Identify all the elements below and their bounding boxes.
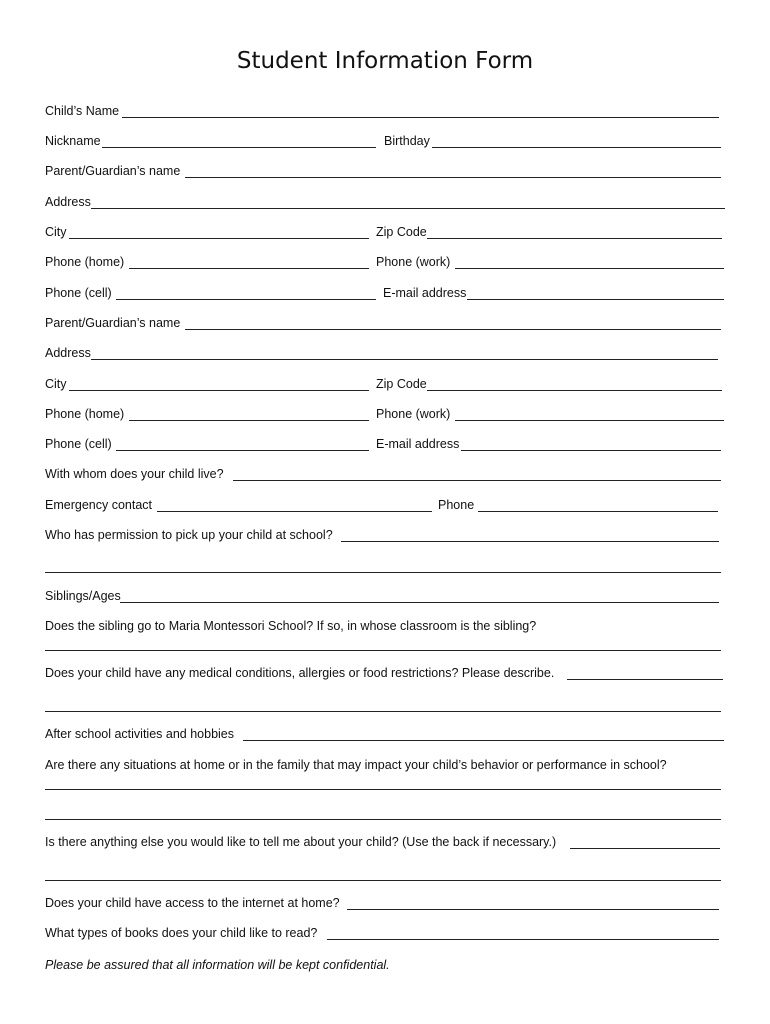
siblings-row <box>45 589 725 605</box>
parent1-name-label: Parent/Guardian’s name <box>45 164 181 178</box>
sibling-school-row <box>45 619 725 635</box>
books-label: What types of books does your child like to read? <box>45 926 318 940</box>
phone-cell1-label: Phone (cell) <box>45 286 112 300</box>
email2-field[interactable] <box>461 450 721 451</box>
internet-row <box>45 896 725 912</box>
siblings-label: Siblings/Ages <box>45 589 121 603</box>
phone-cell2-field[interactable] <box>116 450 369 451</box>
city1-field[interactable] <box>69 238 369 239</box>
anything-else-field-line-2[interactable] <box>45 880 721 881</box>
emergency-phone-label: Phone <box>438 498 475 512</box>
zip1-field[interactable] <box>427 238 722 239</box>
books-field[interactable] <box>327 939 719 940</box>
zip1-label: Zip Code <box>376 225 427 239</box>
lives-with-field[interactable] <box>233 480 721 481</box>
medical-field-line-2[interactable] <box>45 711 721 712</box>
anything-else-field[interactable] <box>570 848 720 849</box>
internet-field[interactable] <box>347 909 719 910</box>
phone-work1-field[interactable] <box>455 268 724 269</box>
emergency-row <box>45 498 725 514</box>
activities-field[interactable] <box>243 740 724 741</box>
siblings-field[interactable] <box>120 602 719 603</box>
situations-field[interactable] <box>45 789 721 790</box>
sibling-school-label: Does the sibling go to Maria Montessori School? If so, in whose classroom is the sibling? <box>45 619 537 633</box>
activities-row <box>45 727 725 743</box>
parent1-name-row <box>45 164 725 180</box>
city1-row <box>45 225 725 241</box>
sibling-school-field[interactable] <box>45 650 721 651</box>
nickname-label: Nickname <box>45 134 101 148</box>
parent1-name-field[interactable] <box>185 177 721 178</box>
emergency-contact-field[interactable] <box>157 511 432 512</box>
nickname-field[interactable] <box>102 147 376 148</box>
zip2-label: Zip Code <box>376 377 427 391</box>
lives-with-label: With whom does your child live? <box>45 467 224 481</box>
address2-label: Address <box>45 346 91 360</box>
child-name-label: Child’s Name <box>45 104 120 118</box>
anything-else-label: Is there anything else you would like to tell me about your child? (Use the back if necessary.) <box>45 835 557 849</box>
address1-row <box>45 195 725 211</box>
activities-label: After school activities and hobbies <box>45 727 234 741</box>
emergency-phone-field[interactable] <box>478 511 718 512</box>
email2-label: E-mail address <box>376 437 460 451</box>
child-name-row <box>45 104 725 120</box>
city2-row <box>45 377 725 393</box>
phone-home2-label: Phone (home) <box>45 407 125 421</box>
city2-label: City <box>45 377 67 391</box>
city2-field[interactable] <box>69 390 369 391</box>
medical-row <box>45 666 725 682</box>
phone2-row <box>45 407 725 423</box>
phone-home2-field[interactable] <box>129 420 369 421</box>
address2-field[interactable] <box>91 359 718 360</box>
email1-label: E-mail address <box>383 286 467 300</box>
address2-row <box>45 346 725 362</box>
cell1-row <box>45 286 725 302</box>
parent2-name-label: Parent/Guardian’s name <box>45 316 181 330</box>
child-name-field[interactable] <box>122 117 719 118</box>
phone-work1-label: Phone (work) <box>376 255 451 269</box>
situations-row <box>45 758 725 774</box>
phone-home1-field[interactable] <box>129 268 369 269</box>
situations-field-line-2[interactable] <box>45 819 721 820</box>
phone-work2-field[interactable] <box>455 420 724 421</box>
form-title: Student Information Form <box>236 48 534 74</box>
internet-label: Does your child have access to the internet at home? <box>45 896 340 910</box>
phone-cell2-label: Phone (cell) <box>45 437 112 451</box>
parent2-name-row <box>45 316 725 332</box>
phone1-row <box>45 255 725 271</box>
parent2-name-field[interactable] <box>185 329 721 330</box>
zip2-field[interactable] <box>427 390 722 391</box>
books-row <box>45 926 725 942</box>
address1-field[interactable] <box>91 208 725 209</box>
pickup-label: Who has permission to pick up your child at school? <box>45 528 333 542</box>
pickup-row <box>45 528 725 544</box>
birthday-field[interactable] <box>432 147 721 148</box>
pickup-field[interactable] <box>341 541 719 542</box>
lives-with-row <box>45 467 725 483</box>
phone-cell1-field[interactable] <box>116 299 376 300</box>
situations-label: Are there any situations at home or in the family that may impact your child’s behavior or performance in school? <box>45 758 667 772</box>
medical-field[interactable] <box>567 679 723 680</box>
nickname-row <box>45 134 725 150</box>
confidentiality-note: Please be assured that all information will be kept confidential. <box>45 958 390 972</box>
pickup-field-line-2[interactable] <box>45 572 721 573</box>
phone-work2-label: Phone (work) <box>376 407 451 421</box>
anything-else-row <box>45 835 725 851</box>
city1-label: City <box>45 225 67 239</box>
birthday-label: Birthday <box>384 134 430 148</box>
emergency-contact-label: Emergency contact <box>45 498 152 512</box>
medical-label: Does your child have any medical conditions, allergies or food restrictions? Please describe. <box>45 666 555 680</box>
address1-label: Address <box>45 195 91 209</box>
cell2-row <box>45 437 725 453</box>
email1-field[interactable] <box>467 299 724 300</box>
phone-home1-label: Phone (home) <box>45 255 125 269</box>
